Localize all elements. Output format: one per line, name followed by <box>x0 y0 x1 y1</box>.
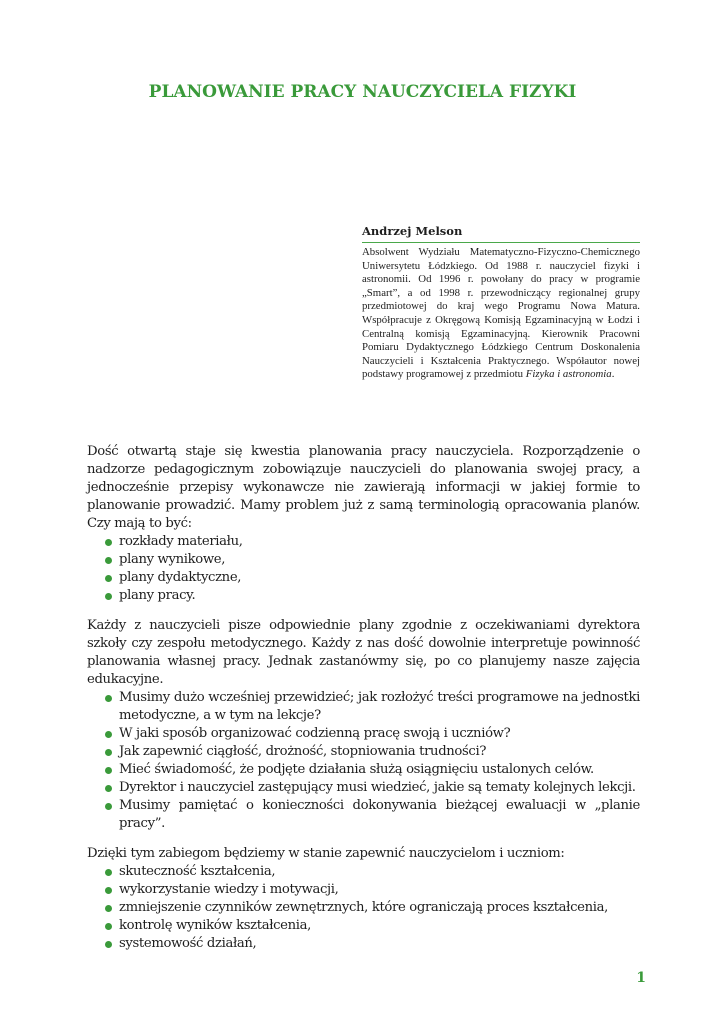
list-item <box>105 533 640 551</box>
bullet-icon <box>105 767 112 774</box>
bullet-icon <box>105 941 112 948</box>
paragraph-1: Dość otwartą staje się kwestia planowania pracy nauczyciela. Rozporządzenie o nadzorze pedagogicznym zobowiązuje nauczycieli do planowania swojej pracy, a jednocześnie przepisy wykonawcze nie zawierają informacji w jakiej formie to planowanie prowadzić. Mamy problem już z samą terminologią opracowania planów. Czy mają to być: <box>87 444 640 531</box>
bullet-icon <box>105 695 112 702</box>
list-item <box>105 725 640 743</box>
bullet-icon <box>105 593 112 600</box>
list-item <box>105 779 640 797</box>
list-item <box>105 551 640 569</box>
article-body <box>87 443 640 953</box>
list-item-text: plany dydaktyczne, <box>119 570 242 585</box>
bullet-icon <box>105 731 112 738</box>
page-number: 1 <box>636 970 646 986</box>
bullet-icon <box>105 749 112 756</box>
list-item <box>105 935 640 953</box>
author-block <box>362 224 640 382</box>
paragraph-3: Dzięki tym zabiegom będziemy w stanie zapewnić nauczycielom i uczniom: <box>87 846 565 861</box>
list-item <box>105 761 640 779</box>
list-item <box>105 899 640 917</box>
author-name: Andrzej Melson <box>362 224 463 238</box>
list-item-text: Dyrektor i nauczyciel zastępujący musi wiedzieć, jakie są tematy kolejnych lekcji. <box>119 780 636 795</box>
list-item-text: Musimy dużo wcześniej przewidzieć; jak rozłożyć treści programowe na jednostki metodyczne, a w tym na lekcje? <box>119 690 640 723</box>
author-bio-text: Absolwent Wydziału Matematyczno-Fizyczno-Chemicznego Uniwersytetu Łódzkiego. Od 1988 r. nauczyciel fizyki i astronomii. Od 1996 r. powołany do pracy w programie „Smart”, a od 1998 r. przewodniczący regionalnej grupy przedmiotowej do kraj wego Programu Nowa Matura. Współpracuje z Okręgową Komisją Egzaminacyjną w Łodzi i Centralną komisją Egzaminacyjną. Kierownik Pracowni Pomiaru Dydaktycznego Łódzkiego Centrum Doskonalenia Nauczycieli i Kształcenia Praktycznego. Współautor nowej podstawy programowej z przedmiotu <box>362 246 640 381</box>
bullet-icon <box>105 557 112 564</box>
bullet-icon <box>105 905 112 912</box>
list-item-text: Jak zapewnić ciągłość, drożność, stopniowania trudności? <box>119 744 487 759</box>
list-item-text: W jaki sposób organizować codzienną pracę swoją i uczniów? <box>119 726 511 741</box>
author-divider <box>362 242 640 243</box>
list-item <box>105 569 640 587</box>
paragraph-2: Każdy z nauczycieli pisze odpowiednie plany zgodnie z oczekiwaniami dyrektora szkoły czy zespołu metodycznego. Każdy z nas dość dowolnie interpretuje powinność planowania własnej pracy. Jednak zastanówmy się, po co planujemy nasze zajęcia edukacyjne. <box>87 618 640 687</box>
author-bio-end: . <box>611 368 615 381</box>
bullet-list-2 <box>87 689 640 833</box>
bullet-icon <box>105 785 112 792</box>
list-item-text: zmniejszenie czynników zewnętrznych, które ograniczają proces kształcenia, <box>119 900 608 915</box>
list-item <box>105 797 640 833</box>
bullet-icon <box>105 887 112 894</box>
list-item-text: kontrolę wyników kształcenia, <box>119 918 311 933</box>
list-item <box>105 917 640 935</box>
list-item-text: plany pracy. <box>119 588 196 603</box>
bullet-icon <box>105 575 112 582</box>
bullet-icon <box>105 923 112 930</box>
list-item <box>105 863 640 881</box>
spacer <box>87 605 640 617</box>
list-item-text: rozkłady materiału, <box>119 534 243 549</box>
bullet-icon <box>105 539 112 546</box>
list-item-text: plany wynikowe, <box>119 552 226 567</box>
bullet-icon <box>105 803 112 810</box>
bullet-icon <box>105 869 112 876</box>
list-item-text: wykorzystanie wiedzy i motywacji, <box>119 882 339 897</box>
list-item-text: systemowość działań, <box>119 936 257 951</box>
list-item <box>105 743 640 761</box>
bullet-list-1 <box>87 533 640 605</box>
list-item <box>105 587 640 605</box>
list-item <box>105 881 640 899</box>
page-title: PLANOWANIE PRACY NAUCZYCIELA FIZYKI <box>148 82 577 102</box>
author-bio-subject: Fizyka i astronomia <box>525 368 612 381</box>
author-bio <box>362 246 640 382</box>
list-item <box>105 689 640 725</box>
bullet-list-3 <box>87 863 640 953</box>
spacer <box>87 833 640 845</box>
list-item-text: skuteczność kształcenia, <box>119 864 276 879</box>
list-item-text: Mieć świadomość, że podjęte działania służą osiągnięciu ustalonych celów. <box>119 762 594 777</box>
list-item-text: Musimy pamiętać o konieczności dokonywania bieżącej ewaluacji w „planie pracy”. <box>119 798 640 831</box>
